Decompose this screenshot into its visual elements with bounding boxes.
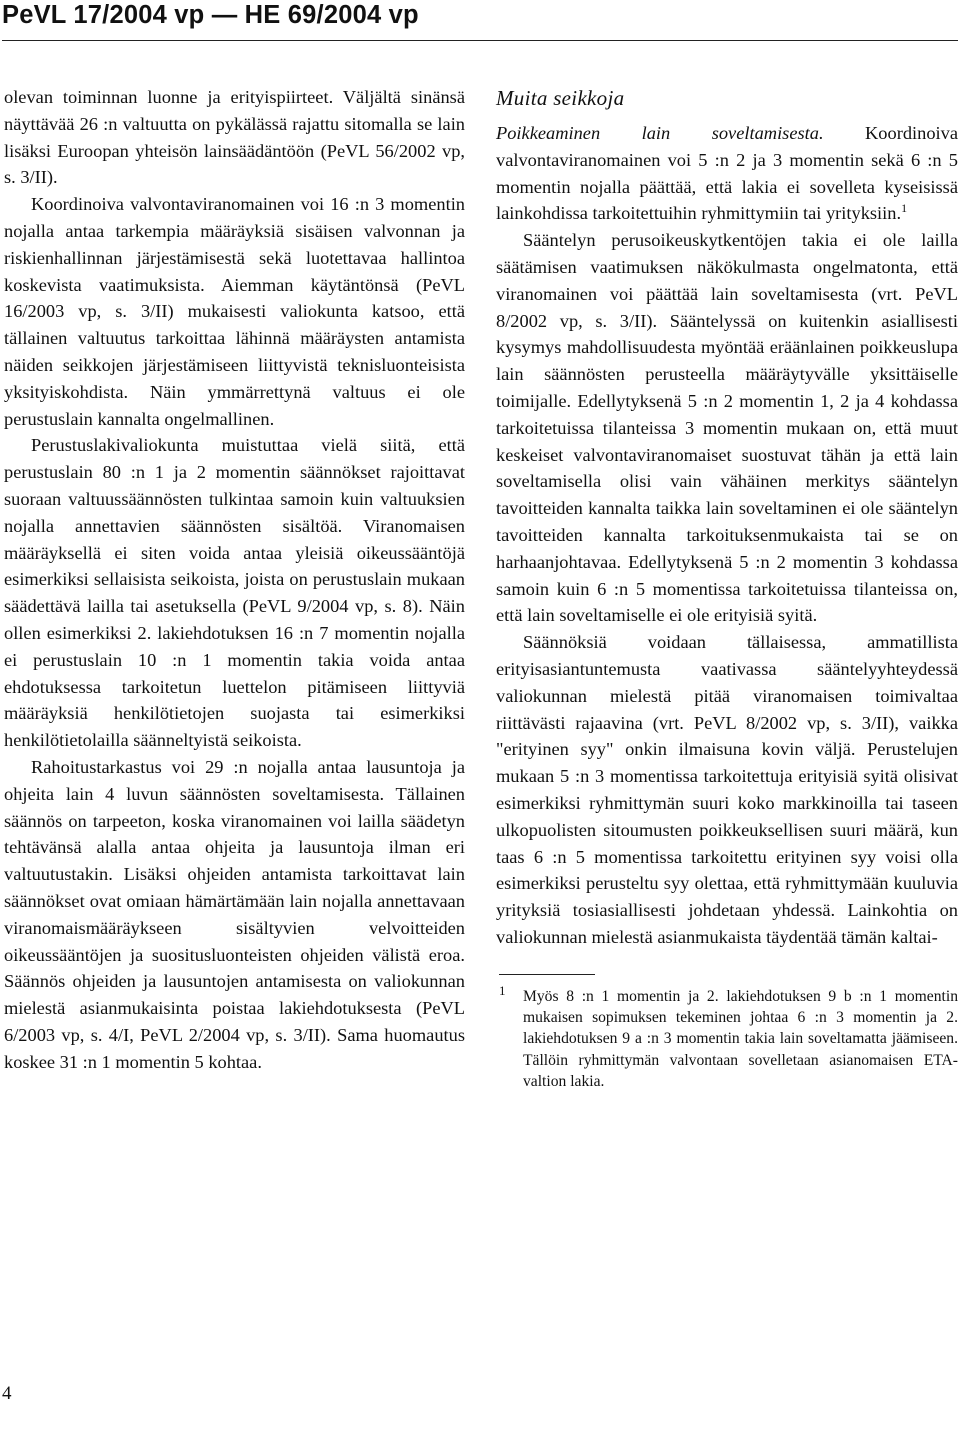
left-column [4,84,465,1075]
footnote [496,982,958,1092]
footnote-separator [499,974,595,975]
page-header [2,2,958,41]
page-number: 4 [2,1383,12,1404]
right-paragraph-3: Säännöksiä voidaan tällaisessa, ammatillista erityisasiantuntemusta vaativassa sääntelyyhteydessä valiokunnan mielestä pitää viranomaisen toimivaltaa riittävästi rajaavina (vrt. PeVL 8/2002 vp, s. 3/II), vaikka "erityinen syy" onkin ilmaisuna kovin väljä. Perustelujen mukaan 5 :n 3 momentissa tarkoitettuja erityisiä syitä olisivat esimerkiksi ryhmittymän suuri koko markkinoilla tai taseen ulkopuolisten sitoumusten poikkeuksellisen suuri määrä, kun taas 6 :n 5 momentissa tarkoitettu erityinen syy voisi olla esimerkiksi perusteltu syy olettaa, että ryhmittymään kuuluvia yrityksiä tosiasiallisesti johdetaan yhdessä. Lainkohtia on valiokunnan mielestä asianmukaista täydentää tämän kaltai- [496,632,958,947]
left-paragraph-4: Rahoitustarkastus voi 29 :n nojalla antaa lausuntoja ja ohjeita lain 4 luvun säännösten soveltamisesta. Tällainen säännös on tarpeeton, koska viranomainen voi lailla säädetyn tehtävänsä alalla antaa ohjeita ja lausuntoja ilman eri valtuutustakin. Lisäksi ohjeiden antamista tarkoittavat lain säännökset ovat omiaan hämärtämään lain nojalla annettavaan viranomaismääräykseen sisältyvien velvoitteiden oikeussääntöjen ja suositusluonteisten ohjeiden välistä eroa. Säännös ohjeiden ja lausuntojen antamisesta on valiokunnan mielestä asianmukaisinta poistaa lakiehdotuksesta (PeVL 6/2003 vp, s. 4/I, PeVL 2/2004 vp, s. 3/II). Sama huomautus koskee 31 :n 1 momentin 5 kohtaa. [4,756,465,1072]
right-paragraph-1-body: Koordinoiva valvontaviranomainen voi 5 :n 2 ja 3 momentin sekä 6 :n 5 momentin nojalla päättää, että lakia ei sovelleta kyseisissä lainkohdissa tarkoitettuihin ryhmittymiin tai yrityksiin. [496,123,958,224]
left-paragraph-2: Koordinoiva valvontaviranomainen voi 16 :n 3 momentin nojalla antaa tarkempia määräyksiä sisäisen valvonnan ja riskienhallinnan järjestämisestä sekä luotettavaa hallintoa koskevista vaatimuksista. Aiemman käytäntönsä (PeVL 16/2003 vp, s. 3/II) mukaisesti valiokunta katsoo, että tällainen valtuutus tarkoittaa lähinnä määräysten antamista näiden seikkojen järjestämiseen liittyvistä teknisluonteisista yksityiskohdista. Näin ymmärrettynä valtuus ei ole perustuslain kannalta ongelmallinen. [4,194,465,429]
left-paragraph-1: olevan toiminnan luonne ja erityispiirteet. Väljältä sinänsä näyttävää 26 :n valtuutta on pykälässä rajattu sitomalla se lain lisäksi Euroopan yhteisön lainsäädäntöön (PeVL 56/2002 vp, s. 3/II). [4,87,465,188]
right-column [496,84,958,1092]
footnote-text: Myös 8 :n 1 momentin ja 2. lakiehdotuksen 9 b :n 1 momentin mukaisen sopimuksen tekeminen johtaa 6 :n 3 momentin ja 2. lakiehdotuksen 9 a :n 3 momentin takia lain soveltamatta jäämiseen. Tällöin ryhmittymän valvontaan sovelletaan asianomaisen ETA-valtion lakia. [523,987,958,1090]
footnote-number: 1 [499,982,506,998]
section-heading: Muita seikkoja [496,86,625,110]
run-in-heading: Poikkeaminen lain soveltamisesta. [496,123,824,143]
footnote-reference: 1 [901,201,908,216]
right-paragraph-1 [496,120,958,227]
header-title: PeVL 17/2004 vp — HE 69/2004 vp [2,1,419,29]
left-paragraph-3: Perustuslakivaliokunta muistuttaa vielä siitä, että perustuslain 80 :n 1 ja 2 momentin säännökset rajoittavat suoraan valtuussäännösten tulkintaa samoin kuin valtuuksien nojalla annettavien säännösten sisältöä. Viranomaisen määräyksellä ei siten voida antaa yleisiä oikeussääntöjä esimerkiksi sellaisista seikoista, joista on perustuslain mukaan säädettävä lailla tai asetuksella (PeVL 9/2004 vp, s. 8). Näin ollen esimerkiksi 2. lakiehdotuksen 16 :n 7 momentin nojalla ei perustuslain 10 :n 1 momentin takia voida antaa ehdotuksessa tarkoitetun luettelon pitämiseen liittyviä määräyksiä henkilötietojen suojasta tai esimerkiksi henkilötietolailla säänneltyistä seikoista. [4,435,465,751]
right-paragraph-2: Sääntelyn perusoikeuskytkentöjen takia ei ole lailla säätämisen vaatimuksen näkökulmasta ongelmatonta, että viranomainen voi päättää lain soveltamisesta (vrt. PeVL 8/2002 vp, s. 3/II). Sääntelyssä on kuitenkin asiallisesti kysymys mahdollisuudesta myöntää eräänlainen poikkeuslupa lain säännösten perusteella määräytyvälle yksittäiselle toimijalle. Edellytyksenä 5 :n 2 momentin 1, 2 ja 4 kohdassa tarkoitetuissa tilanteissa 3 momentin mukaan on, että muut keskeiset valvontaviranomaiset suostuvat tähän ja että lain soveltamisella olisi vain vähäinen merkitys sääntelyn tavoitteiden kannalta taikka lain soveltaminen ei ole sääntelyn tavoitteiden kannalta tarkoituksenmukaista tai se on harhaanjohtavaa. Edellytyksenä 5 :n 2 momentin 3 kohdassa samoin kuin 6 :n 5 momentissa tarkoitetuissa tilanteissa on, että lain soveltamiselle ei ole erityisiä syitä. [496,230,958,626]
